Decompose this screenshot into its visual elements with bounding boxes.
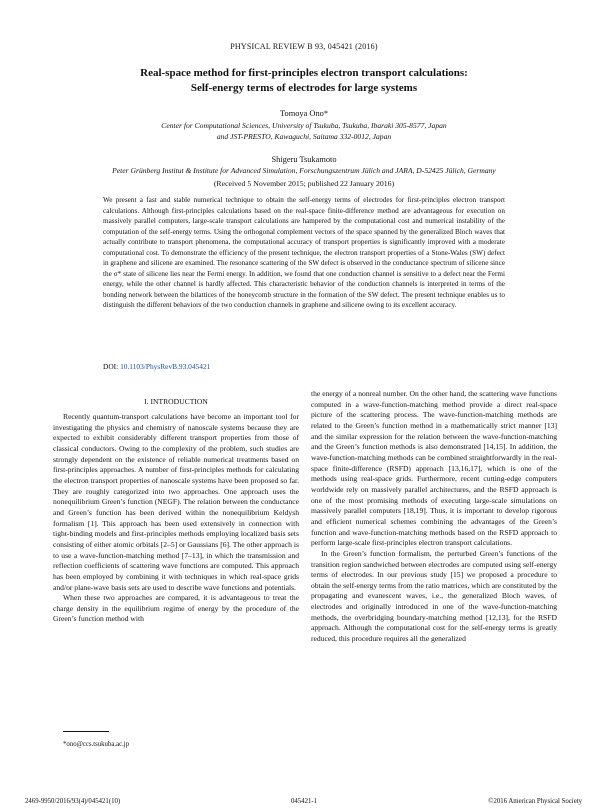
running-header: PHYSICAL REVIEW B 93, 045421 (2016) <box>230 42 378 51</box>
right-column <box>311 389 557 645</box>
footer-page-number: 045421-1 <box>290 798 318 805</box>
section-heading: I. INTRODUCTION <box>144 397 208 406</box>
footnote-email: *ono@ccs.tsukuba.ac.jp <box>63 741 130 748</box>
title-line-2: Self-energy terms of electrodes for large systems <box>190 82 418 94</box>
received-dates: (Received 5 November 2015; published 22 January 2016) <box>213 179 395 188</box>
left-column <box>53 412 299 625</box>
title-line-1: Real-space method for first-principles electron transport calculations: <box>140 67 468 79</box>
left-paragraph-2: When these two approaches are compared, it is advantageous to treat the charge density in the equilibrium regime of energy by the procedure of the Green’s function method with <box>53 593 299 624</box>
author-2: Shigeru Tsukamoto <box>271 155 337 164</box>
abstract <box>103 195 505 311</box>
affiliation-1-line-2: and JST-PRESTO, Kawaguchi, Saitama 332-0012, Japan <box>216 131 392 141</box>
author-1: Tomoya Ono* <box>279 109 329 118</box>
affiliation-1-line-1: Center for Computational Sciences, University of Tsukuba, Tsukuba, Ibaraki 305-8577, Japan <box>161 121 447 130</box>
abstract-text: We present a fast and stable numerical technique to obtain the self-energy terms of electrodes for first-principles electron transport calculations. Although first-principles calculations based on the real-space finite-difference method are advantageous for execution on massively parallel computers, large-scale transport calculations are hampered by the computational cost and numerical instability of the computation of the self-energy terms. Using the orthogonal complement vectors of the space spanned by the generalized Bloch waves that actually contribute to transport phenomena, the computational accuracy of transport properties is significantly improved with a moderate computational cost. To demonstrate the efficiency of the present technique, the electron transport properties of a Stone-Wales (SW) defect in graphene and silicene are examined. The resonance scattering of the SW defect is observed in the conductance spectrum of silicene since the σ* state of silicene lies near the Fermi energy. In addition, we found that one conduction channel is sensitive to a defect near the Fermi energy, while the other channel is hardly affected. This characteristic behavior of the conduction channels is interpreted in terms of the bonding network between the bilattices of the honeycomb structure in the formation of the SW defect. The present technique enables us to distinguish the different behaviors of the two conduction channels in graphene and silicene owing to its excellent accuracy. <box>103 196 505 310</box>
footer-issn: 2469-9950/2016/93(4)/045421(10) <box>25 798 121 805</box>
footnote-rule <box>63 731 109 732</box>
affiliation-1 <box>30 121 578 142</box>
right-paragraph-2: In the Green’s function formalism, the perturbed Green’s functions of the transition region sandwiched between electrodes are computed using self-energy terms of electrodes. In our previous study [15] we proposed a procedure to obtain the self-energy terms from the ratio matrices, which are constituted by the propagating and evanescent waves, i.e., the generalized Bloch waves, of electrodes and originally introduced in one of the wave-function-matching methods, the overbridging boundary-matching method [12,13], for the RSFD approach. Although the computational cost for the self-energy terms is greatly reduced, this procedure requires all the generalized <box>311 548 557 644</box>
doi-link[interactable]: 10.1103/PhysRevB.93.045421 <box>120 362 211 371</box>
affiliation-2: Peter Grünberg Institut & Institute for Advanced Simulation, Forschungszentrum Jülich and JARA, D-52425 Jülich, Germany <box>112 166 496 175</box>
doi-line <box>103 362 210 371</box>
footer-copyright: ©2016 American Physical Society <box>488 798 582 805</box>
left-paragraph-1: Recently quantum-transport calculations have become an important tool for investigating the physics and chemistry of nanoscale systems because they are expected to exhibit considerably different transport properties from those of classical conductors. Owing to the complexity of the problem, such studies are strongly dependent on the existence of reliable numerical treatments based on first-principles approaches. A number of first-principles methods for calculating the electron transport properties of nanoscale systems have been proposed so far. They are roughly categorized into two approaches. One approach uses the nonequilibrium Green’s function (NEGF). The relation between the conductance and Green’s function has been derived within the nonequilibrium Keldysh formalism [1]. This approach has been used extensively in connection with tight-binding models and first-principles methods employing localized basis sets consisting of either atomic orbitals [2–5] or Gaussians [6]. The other approach is to use a wave-function-matching method [7–13], in which the transmission and reflection coefficients of scattering wave functions are computed. This approach has been employed by combining it with techniques in which real-space grids and/or plane-wave basis sets are used to describe wave functions and potentials. <box>53 412 299 592</box>
paper-title <box>40 66 568 96</box>
doi-label: DOI: <box>103 362 119 371</box>
right-paragraph-1: the energy of a nonreal number. On the other hand, the scattering wave functions computed in a wave-function-matching method provide a direct real-space picture of the scattering process. The wave-function-matching methods are related to the Green’s function method in a mathematically strict manner [13] and the similar expression for the relation between the wave-function-matching and the Green’s function methods is also demonstrated [14,15]. In addition, the wave-function-matching methods can be combined straightforwardly in the real-space finite-difference (RSFD) approach [13,16,17], which is one of the methods using real-space grids. Furthermore, recent cutting-edge computers worldwide rely on massively parallel architectures, and the RSFD approach is one of the most promising methods of executing large-scale simulations on massively parallel computers [18,19]. Thus, it is important to develop rigorous and efficient numerical schemes combining the advantages of the Green’s function and wave-function-matching methods based on the RSFD approach to perform large-scale first-principles electron transport calculations. <box>311 389 557 548</box>
